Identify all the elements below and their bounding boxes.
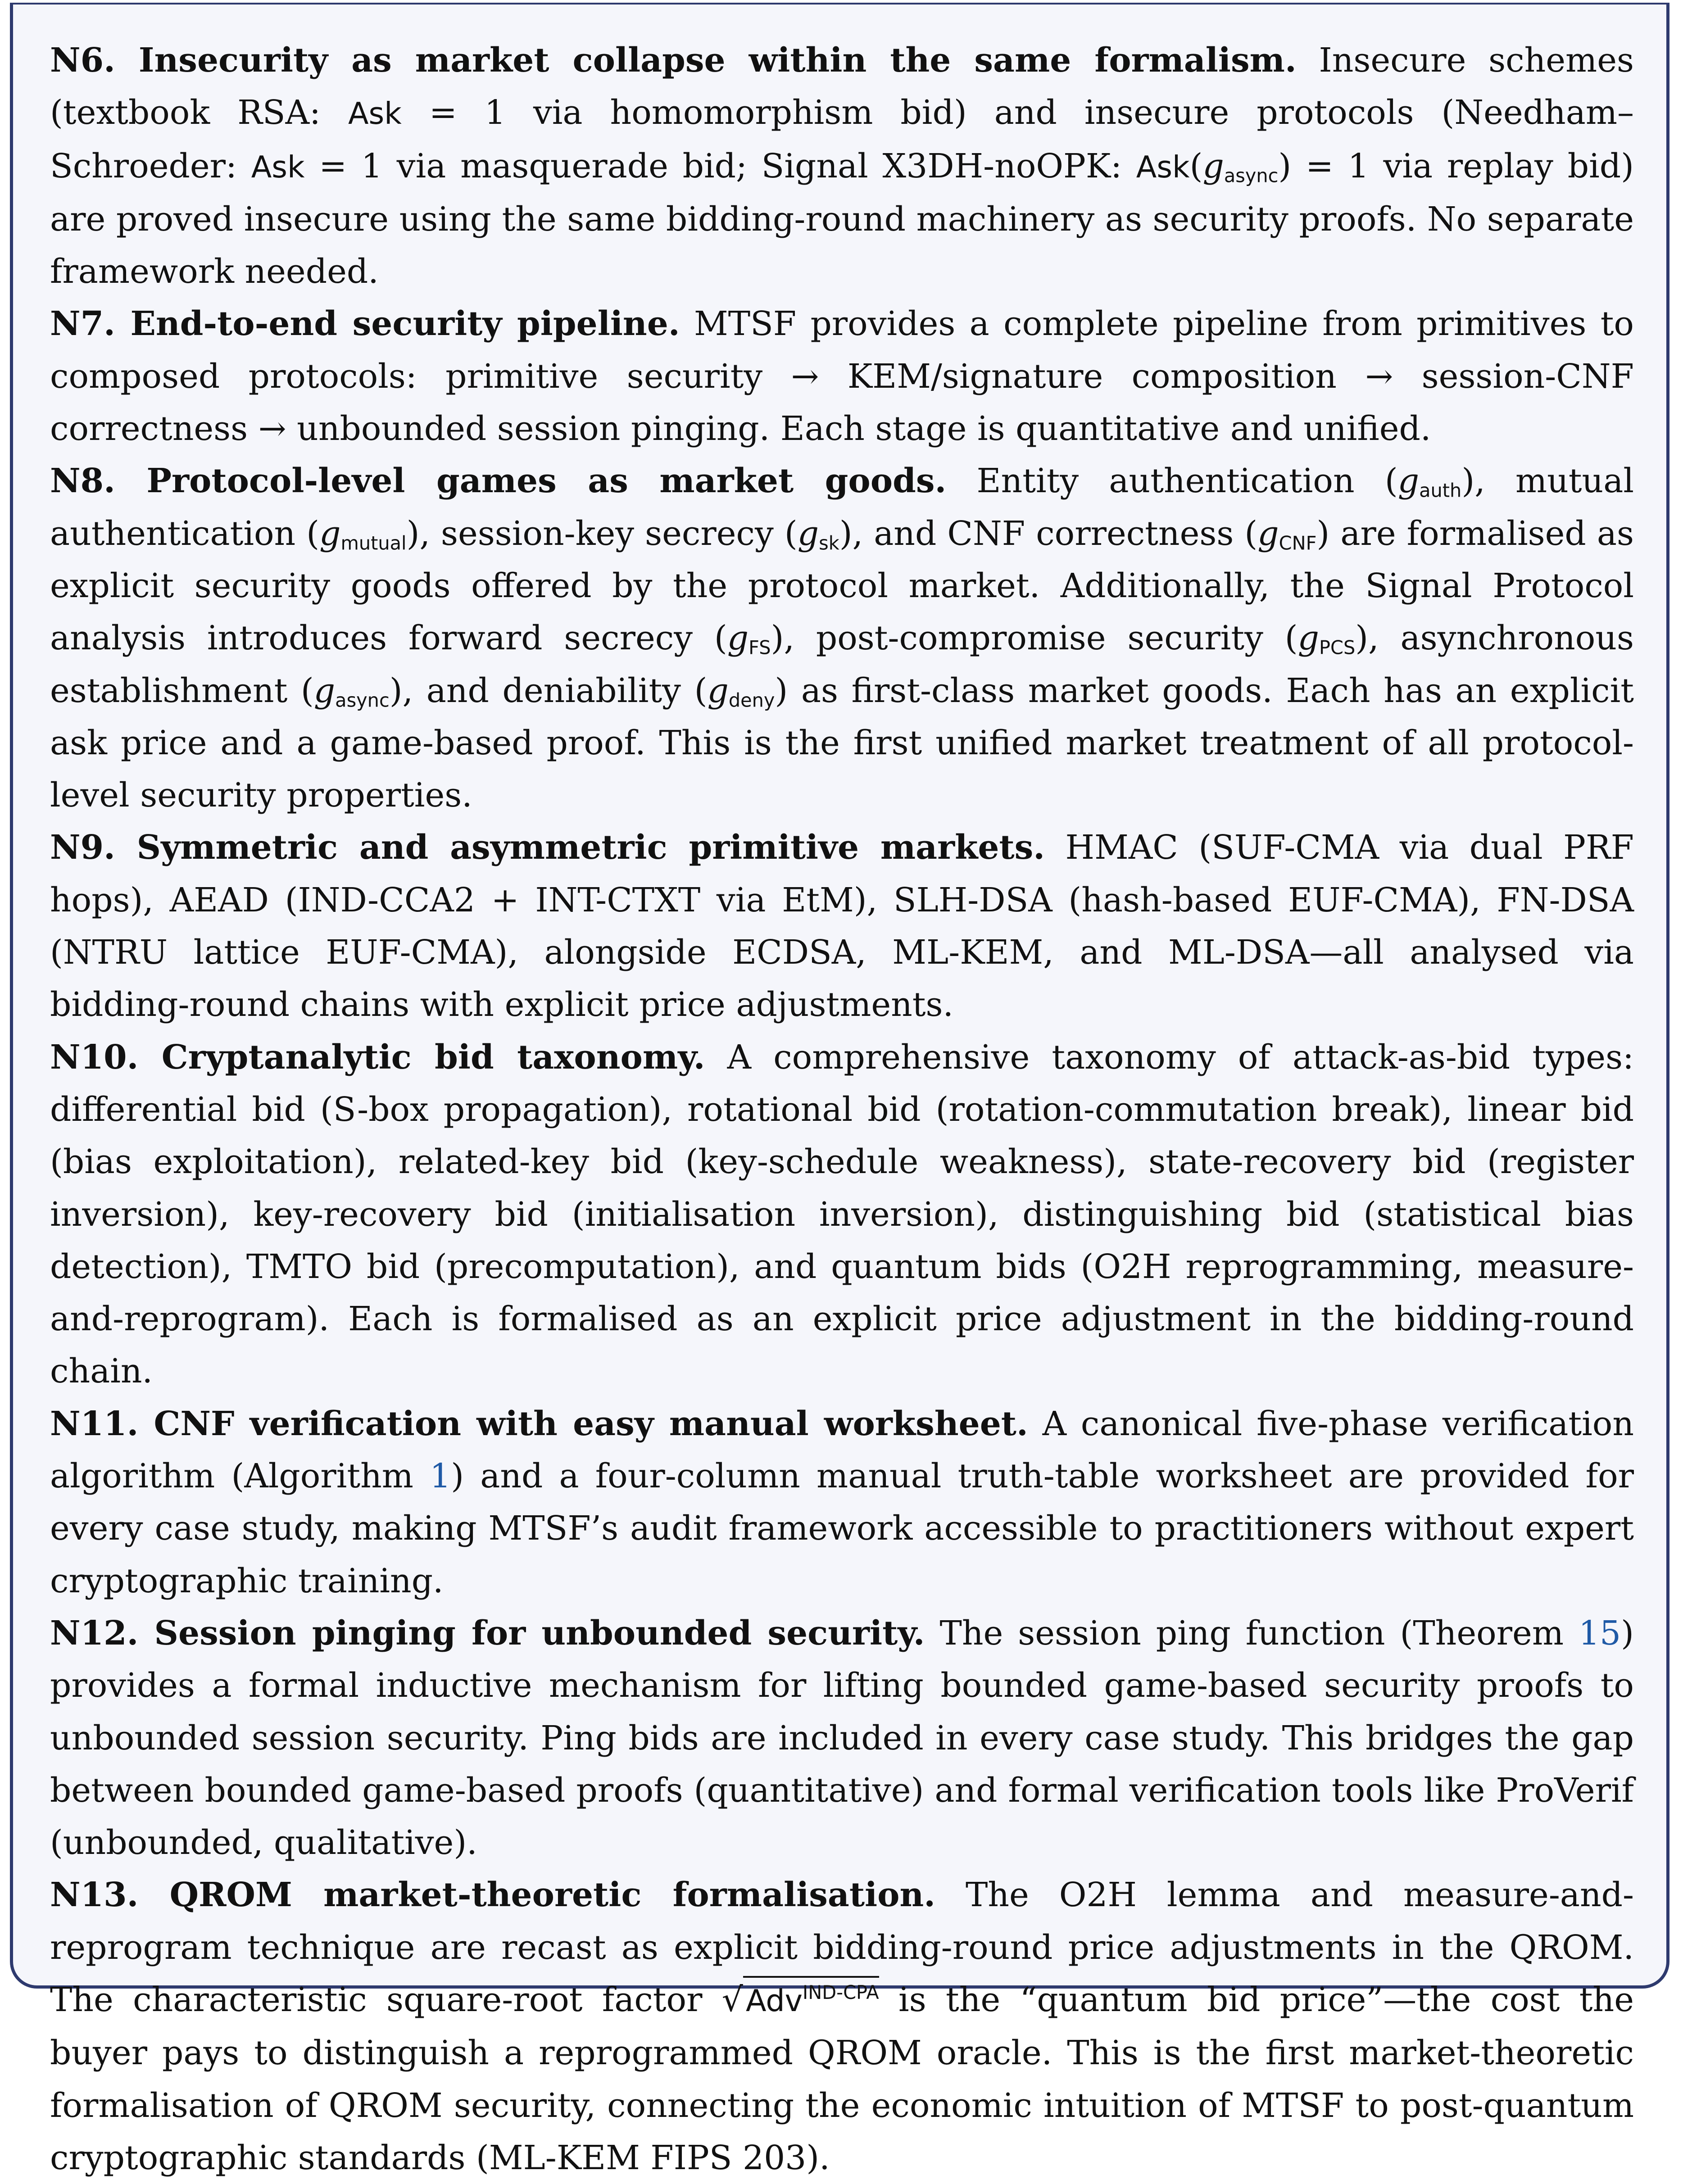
sqrt-adv-formula: √Adv$^{IND-CPA}$ xyxy=(722,1976,879,2019)
item-heading: N10. Cryptanalytic bid taxonomy. xyxy=(50,1038,705,1077)
item-heading: N6. Insecurity as market collapse within the same formalism. xyxy=(50,41,1297,80)
item-body: MTSF provides a complete pipeline from primitives to composed protocols: primitive security → KEM/signature composition → session-CNF correctness → unbounded session pinging. Each stage is quantitative and unified. xyxy=(50,304,1634,449)
novelty-list xyxy=(50,34,1634,2184)
item-heading: N12. Session pinging for unbounded security. xyxy=(50,1613,925,1653)
item-heading: N7. End-to-end security pipeline. xyxy=(50,304,680,344)
item-heading: N13. QROM market-theoretic formalisation. xyxy=(50,1876,936,1915)
algorithm-ref-link[interactable]: 1 xyxy=(430,1457,451,1496)
novelty-box xyxy=(10,3,1669,2177)
theorem-ref-link[interactable]: 15 xyxy=(1578,1613,1621,1653)
item-n9 xyxy=(50,821,1634,1031)
item-heading: N11. CNF verification with easy manual worksheet. xyxy=(50,1404,1028,1443)
item-heading: N9. Symmetric and asymmetric primitive markets. xyxy=(50,828,1045,867)
item-n8: N8. Protocol-level games as market goods. Entity authentication $(g_{auth})$, mutual authentication $(g_{mutual})$, session-key secrecy $(g_{sk})$, and CNF correctness $(g_{CNF})$ are formalised as explicit security goods offered by the protocol market. Additionally, the Signal Protocol analysis introduces forward secrecy $(g_{FS})$, post-compromise security $(g_{PCS})$, asynchronous establishment $(g_{async})$, and deniability $(g_{deny})$ as first-class market goods. Each has an explicit ask price and a game-based proof. This is the first unified market treatment of all protocol-level security properties. xyxy=(50,462,1634,815)
item-n13: N13. QROM market-theoretic formalisation. The O2H lemma and measure-and-reprogram technique are recast as explicit bidding-round price adjustments in the QROM. The characteristic square-root factor √Adv$^{IND-CPA}$ is the “quantum bid price”—the cost the buyer pays to distinguish a reprogrammed QROM oracle. This is the first market-theoretic formalisation of QROM security, connecting the economic intuition of MTSF to post-quantum cryptographic standards (ML-KEM FIPS 203). xyxy=(50,1876,1634,2177)
item-n10 xyxy=(50,1031,1634,1398)
sqrt-sign: √ xyxy=(721,1980,743,2019)
item-body: HMAC (SUF-CMA via dual PRF hops), AEAD (IND-CCA2 + INT-CTXT via EtM), SLH-DSA (hash-based EUF-CMA), FN-DSA (NTRU lattice EUF-CMA), alongside ECDSA, ML-KEM, and ML-DSA—all analysed via bidding-round chains with explicit price adjustments. xyxy=(50,828,1634,1024)
item-heading: N8. Protocol-level games as market goods. xyxy=(50,462,947,501)
item-n11: N11. CNF verification with easy manual worksheet. A canonical five-phase verification algorithm (Algorithm 1) and a four-column manual truth-table worksheet are provided for every case study, making MTSF’s audit framework accessible to practitioners without expert cryptographic training. xyxy=(50,1404,1634,1600)
item-n12: N12. Session pinging for unbounded security. The session ping function (Theorem 15) provides a formal inductive mechanism for lifting bounded game-based security proofs to unbounded session security. Ping bids are included in every case study. This bridges the gap between bounded game-based proofs (quantitative) and formal verification tools like ProVerif (unbounded, qualitative). xyxy=(50,1613,1634,1862)
item-n7 xyxy=(50,298,1634,455)
item-n6: N6. Insecurity as market collapse within the same formalism. Insecure schemes (textbook RSA: Ask = 1 via homomorphism bid) and insecure protocols (Needham–Schroeder: Ask = 1 via masquerade bid; Signal X3DH-noOPK: $Ask(g_{async}) = 1$ via replay bid) are proved insecure using the same bidding-round machinery as security proofs. No separate framework needed. xyxy=(50,41,1634,291)
item-body: A comprehensive taxonomy of attack-as-bid types: differential bid (S-box propagation), rotational bid (rotation-commutation break), linear bid (bias exploitation), related-key bid (key-schedule weakness), state-recovery bid (register inversion), key-recovery bid (initialisation inversion), distinguishing bid (statistical bias detection), TMTO bid (precomputation), and quantum bids (O2H reprogramming, measure-and-reprogram). Each is formalised as an explicit price adjustment in the bidding-round chain. xyxy=(50,1038,1634,1391)
